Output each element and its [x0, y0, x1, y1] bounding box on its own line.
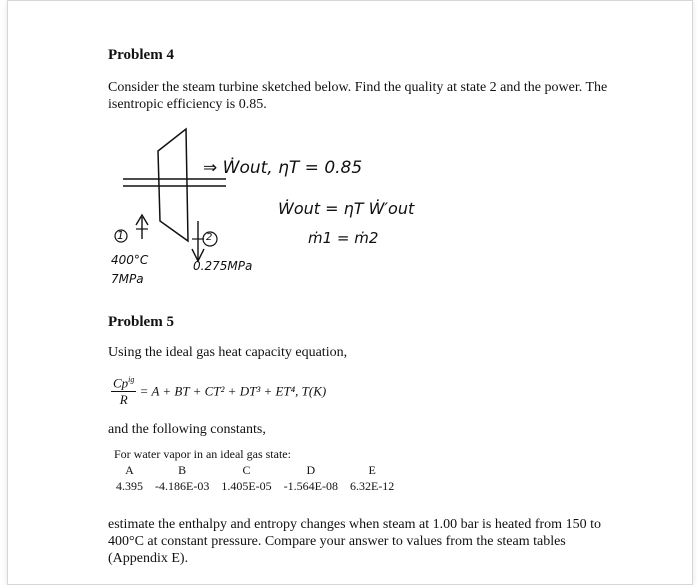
problem-5-text-line-3: (Appendix E).	[108, 551, 189, 566]
mass-balance: ṁ1 = ṁ2	[308, 229, 379, 247]
state-1-number: 1	[117, 229, 124, 242]
problem-5-text-line-2: 400°C at constant pressure. Compare your answer to values from the steam tables	[108, 534, 566, 549]
problem-4-heading: Problem 4	[108, 47, 174, 63]
work-label: ⇒ Ẇout, ηT = 0.85	[203, 158, 363, 178]
problem-5-heading: Problem 5	[108, 314, 174, 330]
equation-rhs: = A + BT + CT² + DT³ + ET⁴, T(K)	[139, 383, 327, 399]
equation-fraction	[111, 375, 136, 408]
table-header-cell: C	[242, 462, 251, 477]
problem-5-intro: Using the ideal gas heat capacity equation,	[108, 345, 348, 360]
table-value-row	[110, 478, 400, 494]
equation-numerator: $Cp^{ig}$	[113, 375, 135, 391]
problem-4-text-line-2: isentropic efficiency is 0.85.	[108, 97, 267, 112]
problem-4-text-line-1: Consider the steam turbine sketched below. Find the quality at state 2 and the power. The	[108, 80, 608, 95]
wout-equation: Ẇout = ηT Ẇ′out	[278, 199, 415, 218]
state-1-pressure: 7MPa	[111, 272, 144, 286]
state-2-number: 2	[206, 232, 213, 243]
heat-capacity-equation	[111, 375, 326, 408]
state-2-pressure: 0.275MPa	[193, 259, 253, 273]
table-value-cell: 1.405E-05	[221, 478, 272, 493]
table-header-cell: B	[178, 462, 187, 477]
table-value-cell: 4.395	[116, 478, 143, 493]
constants-intro: and the following constants,	[108, 422, 266, 437]
table-value-cell: -1.564E-08	[283, 478, 338, 493]
document-page	[8, 1, 692, 584]
equation-denominator: R	[119, 392, 128, 408]
constants-table-block	[110, 447, 400, 494]
table-header-cell: E	[368, 462, 376, 477]
table-header-cell: D	[306, 462, 316, 477]
problem-5-text-line-1: estimate the enthalpy and entropy changes when steam at 1.00 bar is heated from 150 to	[108, 517, 601, 532]
turbine-body	[158, 129, 188, 241]
table-header-cell: A	[125, 462, 134, 477]
constants-table	[110, 462, 400, 494]
table-value-cell: -4.186E-03	[155, 478, 210, 493]
state-1-temperature: 400°C	[111, 253, 149, 267]
table-header-row	[110, 462, 400, 478]
table-caption: For water vapor in an ideal gas state:	[114, 447, 291, 461]
table-value-cell: 6.32E-12	[349, 478, 395, 493]
